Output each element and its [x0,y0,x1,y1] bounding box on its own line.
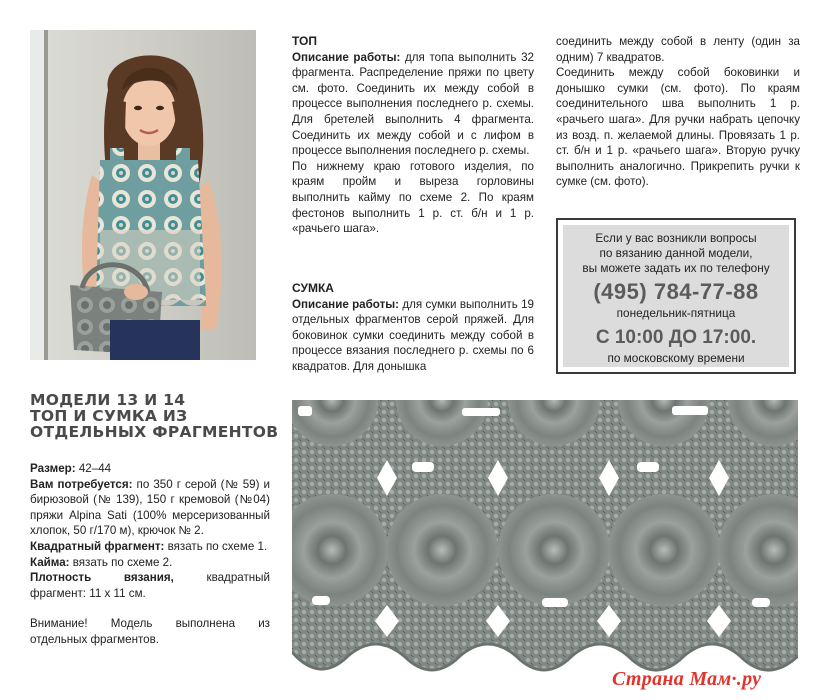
top-paragraph-1 [292,50,534,159]
spec-materials [30,477,270,539]
model-photo [30,30,256,360]
top-work-label: Описание работы: [292,50,401,64]
bag-work-text: для сумки выполнить 19 отдельных фрагментов серой пряжей. Для боковинок сумки соединить между собой в процессе вязания последнего р. схемы по 6 квадратов. Для донышка [292,297,534,373]
spec-square [30,539,270,555]
contact-info-panel [563,225,789,367]
model-title [30,392,280,440]
spec-border [30,555,270,571]
spec-size-value: 42–44 [75,462,112,475]
top-paragraph-2: По нижнему краю готового изделия, по краям пройм и выреза горловины выполнить кайму по схеме 2. По краям фестонов выполнить 1 р. ст. б/н и 1 р. «рачьего шага». [292,159,534,236]
contact-line-1: Если у вас возникли вопросы [595,231,757,245]
top-heading: ТОП [292,34,317,48]
right-paragraph-2: Соединить между собой боковинки и донышко сумки (см. фото). По краям соединительного шва выполнить 1 р. «рачьего шага». Для ручки набрать цепочку из возд. п. желаемой длины. Провязать 1 р. ст. б/н и 1 р. «рачьего шага». Вторую ручку выполнить аналогично. Прикрепить ручки к сумке (см. фото). [556,66,800,189]
right-paragraph-1: соединить между собой в ленту (один за одним) 7 квадратов. [556,35,800,64]
contact-line-2: по вязанию данной модели, [599,246,753,260]
contact-hours: С 10:00 ДО 17:00. [595,327,757,348]
contact-info-box [556,218,796,374]
spec-density-value: квадратный фрагмент: 11 х 11 см. [30,571,270,600]
contact-phone[interactable]: (495) 784-77-88 [593,279,759,304]
bag-work-label: Описание работы: [292,297,400,311]
spec-size [30,461,270,477]
top-work-text: для топа выполнить 32 фрагмента. Распределение пряжи по цвету см. фото. Соединить их между собой в процессе выполнения последнего р. схемы. Для бретелей выполнить 4 фрагмента. Соединить их между собой и с лифом в процессе выполнения последнего р. схемы. [292,50,534,158]
spec-square-label: Квадратный фрагмент: [30,539,165,553]
model-title-line-2: ТОП И СУМКА ИЗ [30,407,188,425]
contact-timezone: по московскому времени [607,351,745,365]
model-title-line-1: МОДЕЛИ 13 И 14 [30,391,186,409]
right-column-text [556,34,800,190]
spec-border-label: Кайма: [30,555,70,569]
bag-paragraph [292,297,534,375]
crochet-swatch-photo [292,400,798,696]
spec-note: Внимание! Модель выполнена из отдельных фрагментов. [30,617,270,646]
site-watermark: Страна Мам·.ру [612,668,762,690]
contact-days: понедельник-пятница [616,306,736,320]
spec-density [30,570,270,601]
model-specs [30,461,270,648]
spec-size-label: Размер: [30,462,76,475]
model-title-line-3: ОТДЕЛЬНЫХ ФРАГМЕНТОВ [30,423,279,441]
spec-materials-value: по 350 г серой (№ 59) и бирюзовой (№ 139), 150 г кремовой (№04) пряжи Alpina Sati (100% мерсеризованный хлопок, 50 г/170 м), крючок № 2. [30,477,270,538]
contact-line-3: вы можете задать их по телефону [582,261,770,275]
spec-density-label: Плотность вязания, [30,571,174,585]
bag-description [292,281,534,375]
spec-square-value: вязать по схеме 1. [164,539,268,553]
spec-materials-label: Вам потребуется: [30,477,133,491]
spec-border-value: вязать по схеме 2. [69,555,173,569]
bag-heading: СУМКА [292,281,334,295]
top-description [292,34,534,237]
